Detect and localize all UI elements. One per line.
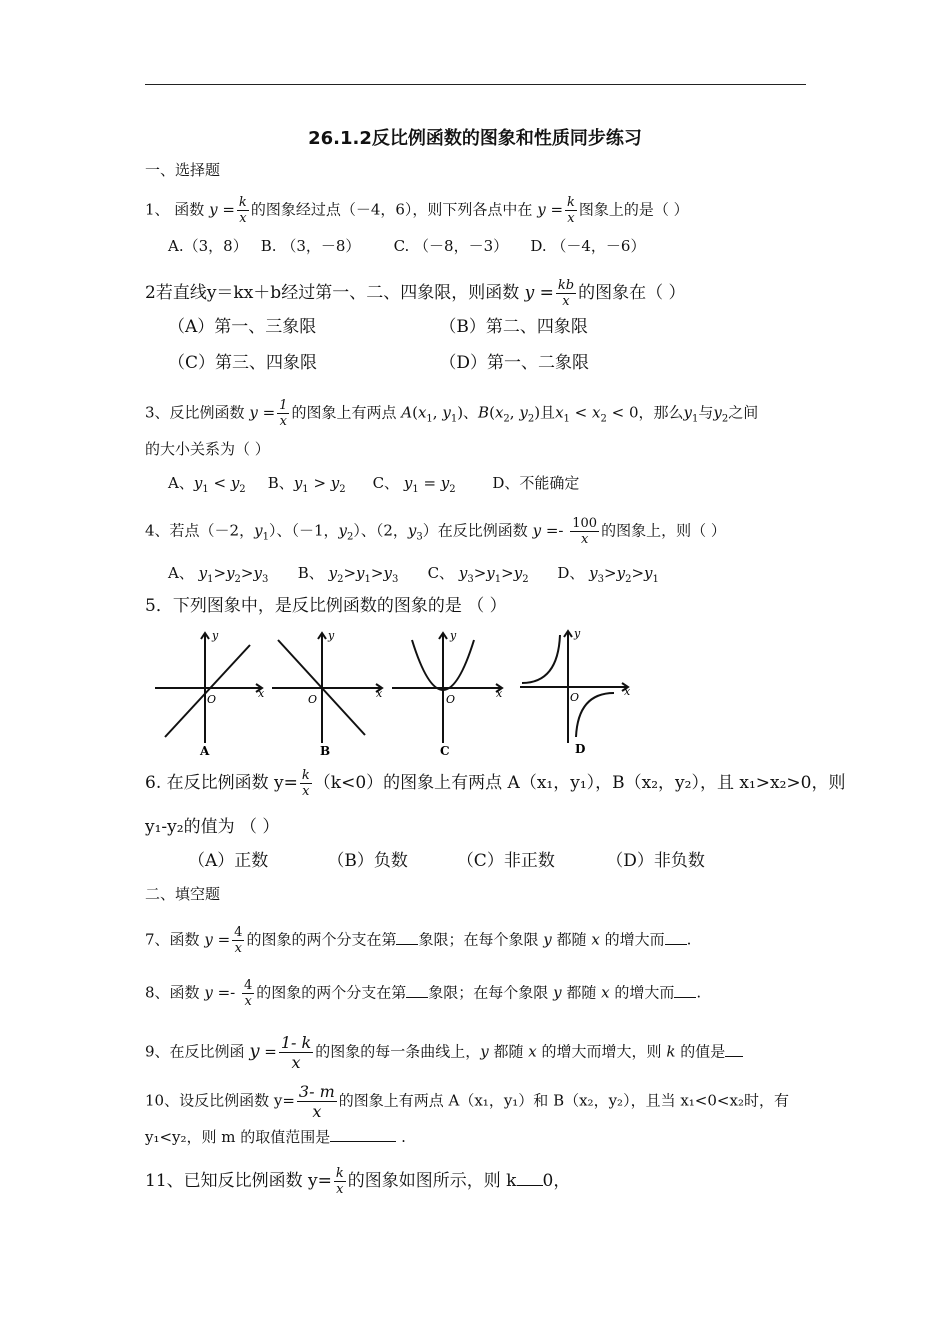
graph-c-origin: O [446,693,456,706]
graph-a[interactable] [155,633,262,743]
section-fill: 二、填空题 [145,885,221,903]
graph-d[interactable] [520,631,628,743]
graph-a-y-label: y [212,629,219,642]
fraction-3-minus-m-over-x: $\frac{3- m}{x}$ [298,1082,335,1121]
fraction-neg4-over-x: $\frac{4}{x}$ [244,978,253,1009]
fraction-k-over-x-q6: $\frac{k}{x}$ [301,768,310,799]
fraction-1-minus-k-over-x: $\frac{1- k}{x}$ [280,1033,312,1072]
top-rule [145,84,806,85]
q2-option-c[interactable]: （C）第三、四象限 [168,353,318,373]
graph-b-origin: O [308,693,318,706]
q4-option-d[interactable]: D、 $y_3>y_2>y_1$ [557,564,659,585]
question-2-options-row2 [168,353,589,373]
q7-blank-1[interactable] [396,930,418,945]
q8-blank-2[interactable] [674,983,696,998]
question-6-line2: y₁-y₂的值为 （ ） [145,817,280,837]
graph-a-origin: O [207,693,217,706]
question-9: 9、在反比例函 y = $\frac{1- k}{x}$ 的图象的每一条曲线上，y 都随 x 的增大而增大，则 k 的值是 [145,1033,743,1072]
graph-b[interactable] [272,633,382,743]
question-2: 2若直线y＝kx＋b经过第一、二、四象限，则函数 y = $\frac{kb}{x}$ 的图象在（ ） [145,278,686,309]
fraction-k-over-x-2: $\frac{k}{x}$ [567,195,575,226]
fraction-kb-over-x: $\frac{kb}{x}$ [557,278,575,309]
q1-option-a[interactable]: A.（3，8） [168,237,248,255]
question-10: 10、设反比例函数 y= $\frac{3- m}{x}$ 的图象上有两点 A（x₁，y₁）和 B（x₂，y₂），且当 x₁<0<x₂时，有 [145,1082,789,1121]
question-3-line2: 的大小关系为（ ） [145,440,270,458]
graph-b-label: B [320,744,331,755]
q3-option-a[interactable]: A、$y_1 < y_2$ [168,474,246,495]
q6-option-c[interactable]: （C）非正数 [456,851,555,871]
q6-option-a[interactable]: （A）正数 [188,851,269,871]
q5-graphs [150,625,640,755]
q4-option-b[interactable]: B、 $y_2>y_1>y_3$ [297,564,399,585]
q3-option-d[interactable]: D、不能确定 [492,474,580,492]
question-7: 7、函数 y = $\frac{4}{x}$ 的图象的两个分支在第 象限；在每个象限 y 都随 x 的增大而 . [145,925,692,956]
q7-blank-2[interactable] [665,930,687,945]
fraction-k-over-x: $\frac{k}{x}$ [238,195,247,226]
q3-option-c[interactable]: C、 $y_1 = y_2$ [372,474,456,495]
graph-b-x-label: x [376,687,383,700]
question-3-options [168,473,579,500]
graph-c[interactable] [392,633,502,743]
graph-c-y-label: y [450,629,457,642]
q3-option-b[interactable]: B、$y_1 > y_2$ [267,474,346,495]
question-4-options [168,563,659,590]
graph-d-label: D [575,742,586,755]
question-11: 11、已知反比例函数 y= $\frac{k}{x}$ 的图象如图所示，则 k 0， [145,1166,571,1197]
q8-blank-1[interactable] [406,983,428,998]
question-6-options [188,851,705,871]
question-1: 1、 函数 y = $\frac{k}{x}$ 的图象经过点（－4，6），则下列各点中在 y = $\frac{k}{x}$ 图象上的是（ ） [145,195,689,226]
q6-option-d[interactable]: （D）非负数 [606,851,705,871]
question-5: 5．下列图象中，是反比例函数的图象的是 （ ） [145,596,507,616]
graph-c-label: C [440,744,450,755]
question-3: 3、反比例函数 y = $\frac{1}{x}$ 的图象上有两点 $A(x_1$, $y_1$)、$B(x_2$, $y_2$)且$x_1 < x_2 < 0$，那么$y_1$与$y_2$之间 [145,398,759,429]
fraction-100-over-x: $\frac{100}{x}$ [572,516,598,547]
q9-blank[interactable] [725,1042,743,1057]
q2-option-b[interactable]: （B）第二、四象限 [439,317,588,337]
q1-option-d[interactable]: D. （－4，－6） [530,237,646,255]
q1-option-b[interactable]: B. （3，－8） [260,237,361,255]
question-1-options [168,236,645,256]
graph-d-origin: O [570,691,580,704]
question-6: 6. 在反比例函数 y= $\frac{k}{x}$ （k<0）的图象上有两点 A（x₁，y₁），B（x₂，y₂），且 x₁>x₂>0，则 [145,768,846,799]
page-title: 26.1.2反比例函数的图象和性质同步练习 [308,128,642,149]
q4-option-c[interactable]: C、 $y_3>y_1>y_2$ [427,564,529,585]
fraction-1-over-x: $\frac{1}{x}$ [279,398,288,429]
fraction-4-over-x: $\frac{4}{x}$ [234,925,243,956]
graph-c-x-label: x [496,687,503,700]
q2-option-a[interactable]: （A）第一、三象限 [168,317,317,337]
section-choice: 一、选择题 [145,161,221,179]
fraction-k-over-x-q11: $\frac{k}{x}$ [335,1166,344,1197]
graph-d-y-label: y [574,627,581,640]
question-2-options-row1 [168,317,588,337]
q10-blank[interactable] [330,1127,396,1142]
question-4: 4、若点（－2，$y_1$）、（－1，$y_2$）、（2，$y_3$）在反比例函数 y =- $\frac{100}{x}$ 的图象上，则（ ） [145,516,726,547]
graph-b-y-label: y [328,629,335,642]
graph-a-x-label: x [258,687,265,700]
question-10-line2: y₁<y₂，则 m 的取值范围是 . [145,1128,406,1146]
question-8: 8、函数 y =- $\frac{4}{x}$ 的图象的两个分支在第 象限；在每个象限 y 都随 x 的增大而 . [145,978,702,1009]
graph-d-x-label: x [624,685,631,698]
q6-option-b[interactable]: （B）负数 [327,851,408,871]
q4-option-a[interactable]: A、 $y_1>y_2>y_3$ [168,564,269,585]
q1-option-c[interactable]: C. （－8，－3） [393,237,509,255]
q11-blank[interactable] [517,1171,543,1186]
graph-a-label: A [200,744,210,755]
q2-option-d[interactable]: （D）第一、二象限 [439,353,590,373]
